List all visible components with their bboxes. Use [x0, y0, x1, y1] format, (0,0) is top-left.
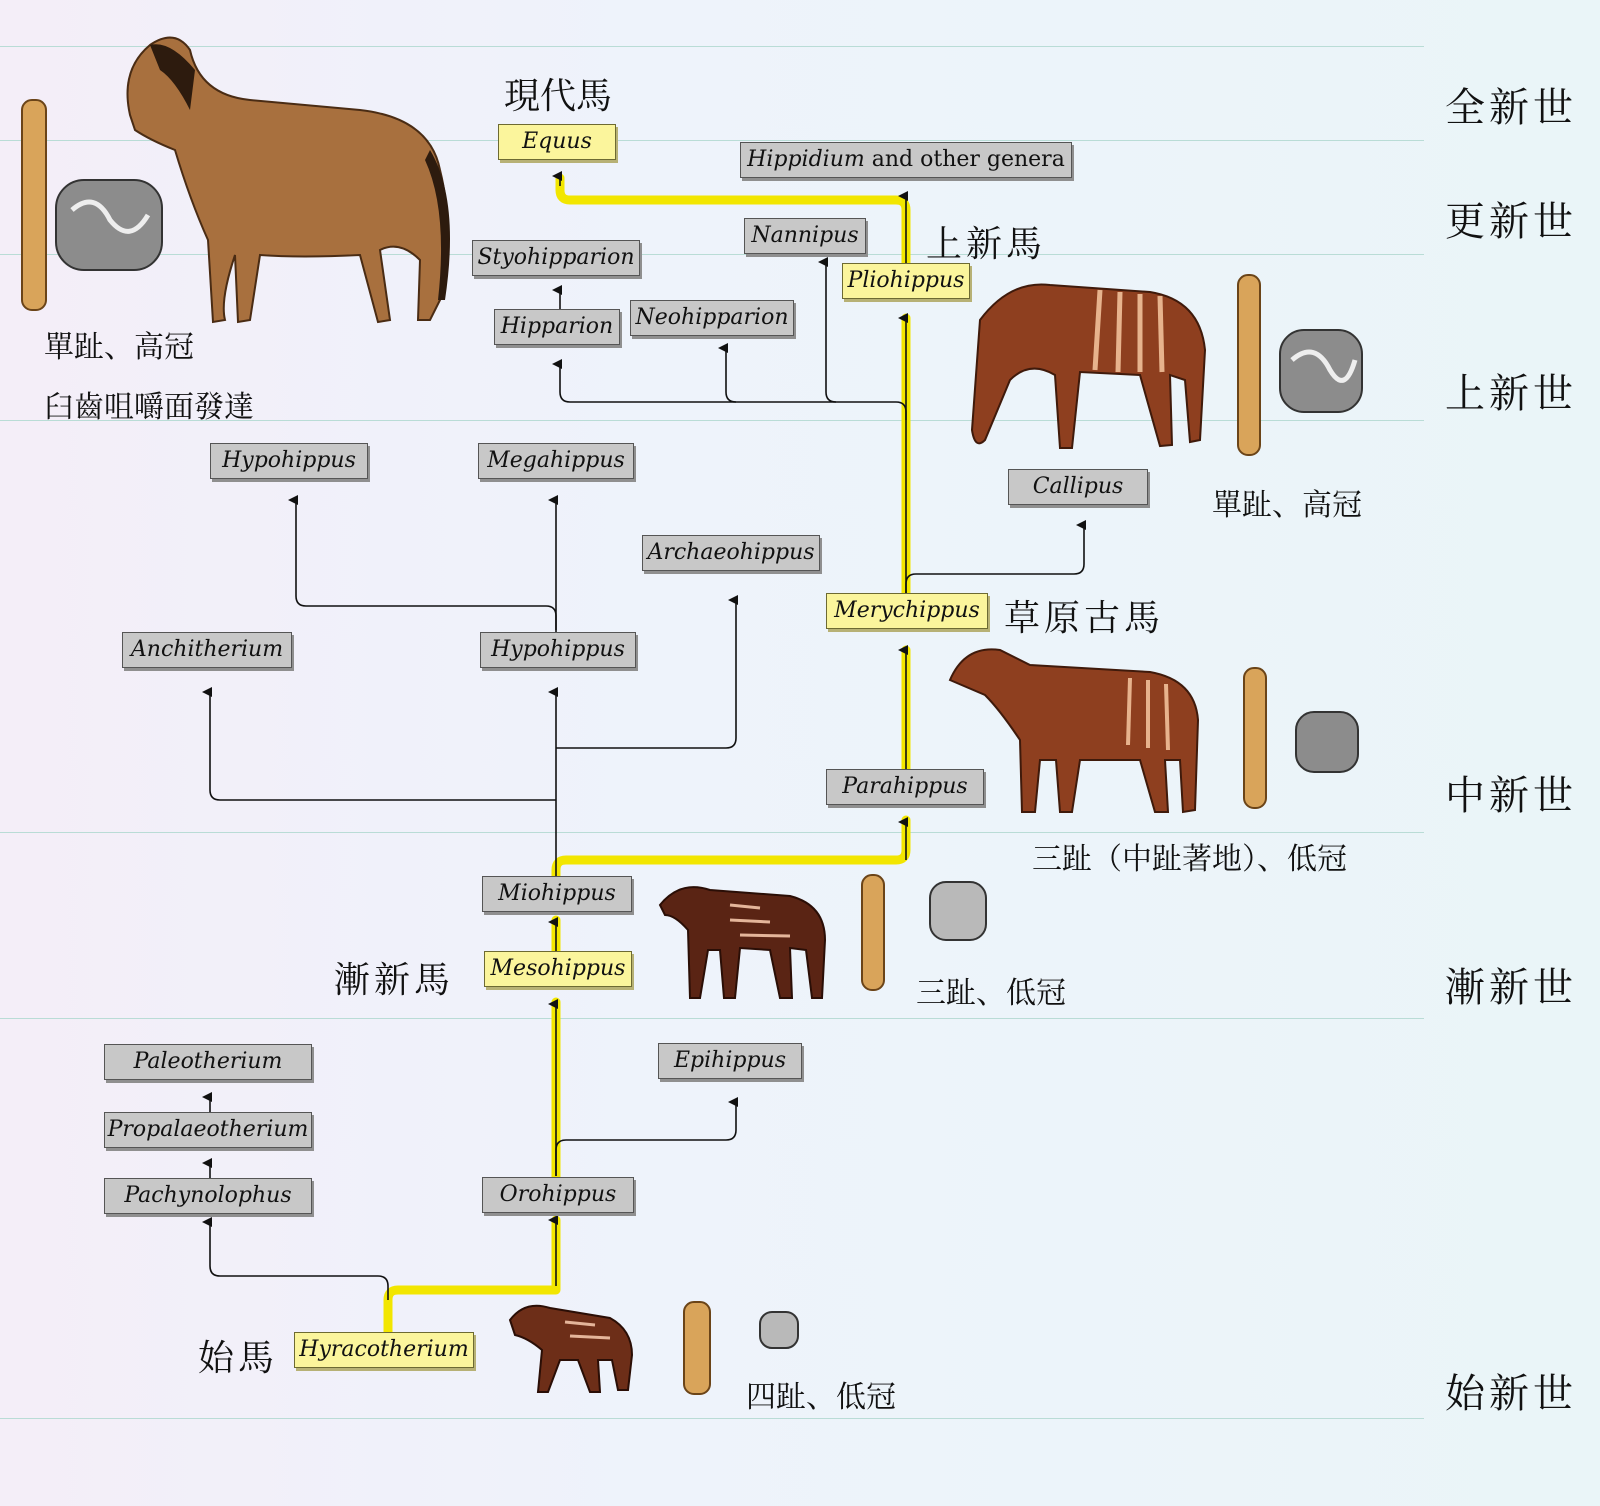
genus-propalaeotherium: Propalaeotherium [104, 1112, 312, 1148]
epoch-pleistocene: 更新世 [1445, 199, 1577, 245]
horse-illustration [972, 284, 1205, 448]
genus-hippidium-name: Hippidium [747, 147, 865, 172]
stage-name-hyracotherium: 始馬 [198, 1338, 279, 1379]
trait-equus-teeth: 臼齒咀嚼面發達 [44, 390, 254, 425]
genus-hyracotherium: Hyracotherium [294, 1332, 474, 1368]
epoch-holocene: 全新世 [1445, 85, 1577, 131]
genus-callipus: Callipus [1008, 469, 1148, 505]
genus-archaeohippus: Archaeohippus [642, 535, 820, 571]
molar-tooth-icon [930, 882, 986, 940]
horse-illustration [510, 1306, 632, 1392]
molar-tooth-icon [1280, 330, 1362, 412]
genus-parahippus: Parahippus [826, 769, 984, 805]
foot-bone-icon [1238, 275, 1260, 455]
genus-anchitherium: Anchitherium [122, 632, 292, 668]
foot-bone-icon [22, 100, 46, 310]
molar-tooth-icon [1296, 712, 1358, 772]
trait-equus-toe: 單趾、高冠 [44, 330, 194, 365]
epoch-pliocene: 上新世 [1445, 371, 1577, 417]
molar-tooth-icon [760, 1312, 798, 1348]
horse-illustration [128, 38, 451, 322]
genus-nannipus: Nannipus [744, 218, 866, 254]
foot-bone-icon [684, 1302, 710, 1394]
genus-miohippus: Miohippus [482, 876, 632, 912]
molar-tooth-icon [56, 180, 162, 270]
stage-name-pliohippus: 上新馬 [926, 224, 1047, 265]
genus-megahippus: Megahippus [478, 443, 634, 479]
trait-mesohippus: 三趾、低冠 [916, 976, 1066, 1011]
genus-orohippus: Orohippus [482, 1177, 634, 1213]
genus-pachynolophus: Pachynolophus [104, 1178, 312, 1214]
genus-merychippus: Merychippus [826, 593, 988, 629]
epoch-oligocene: 漸新世 [1445, 965, 1577, 1011]
genus-styohipparion: Styohipparion [472, 240, 640, 276]
foot-bone-icon [1244, 668, 1266, 808]
epoch-miocene: 中新世 [1445, 773, 1577, 819]
stage-name-mesohippus: 漸新馬 [334, 960, 455, 1001]
genus-hypohippus: Hypohippus [480, 632, 636, 668]
genus-neohipparion: Neohipparion [630, 300, 794, 336]
horse-illustration [950, 649, 1198, 812]
genus-hypohippus-top: Hypohippus [210, 443, 368, 479]
genus-epihippus: Epihippus [658, 1043, 802, 1079]
genus-equus: Equus [498, 124, 616, 160]
trait-hyracotherium: 四趾、低冠 [746, 1380, 896, 1415]
genus-paleotherium: Paleotherium [104, 1044, 312, 1080]
foot-bone-icon [862, 875, 884, 990]
horse-illustration [660, 887, 825, 998]
epoch-eocene: 始新世 [1445, 1371, 1577, 1417]
trait-merychippus: 三趾（中趾著地）、低冠 [1032, 842, 1347, 877]
genus-mesohippus: Mesohippus [484, 951, 632, 987]
stage-name-merychippus: 草原古馬 [1004, 598, 1165, 639]
stage-name-modern-horse: 現代馬 [504, 76, 613, 117]
genus-hippidium-suffix: and other genera [864, 147, 1065, 172]
genus-hipparion: Hipparion [494, 309, 620, 345]
genus-hippidium [740, 142, 1072, 178]
trait-pliohippus: 單趾、高冠 [1212, 488, 1362, 523]
genus-pliohippus: Pliohippus [842, 263, 970, 299]
